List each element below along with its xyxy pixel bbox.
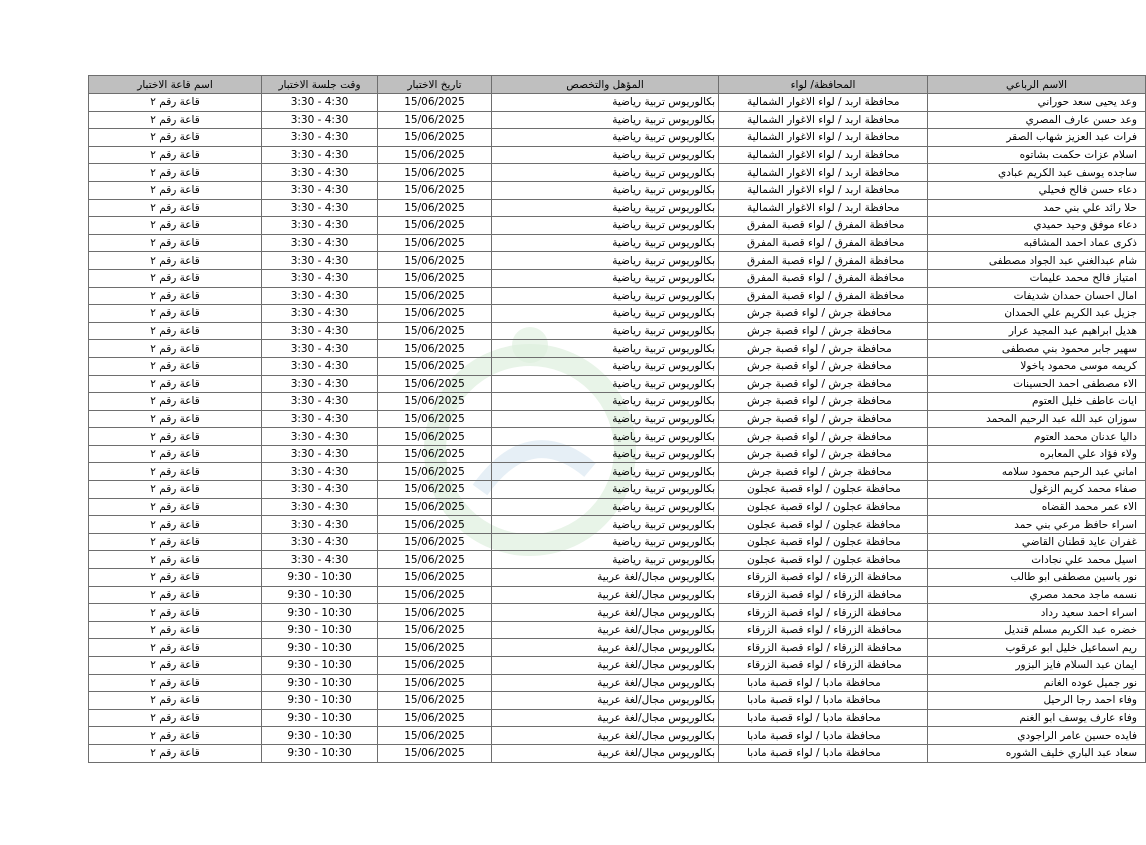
room-cell: قاعة رقم ٢ xyxy=(89,551,262,569)
table-row xyxy=(89,727,1146,745)
date-cell: 15/06/2025 xyxy=(378,129,492,147)
date-cell: 15/06/2025 xyxy=(378,621,492,639)
name-cell: سهير جابر محمود بني مصطفى xyxy=(928,340,1146,358)
date-cell: 15/06/2025 xyxy=(378,569,492,587)
qualification-cell: بكالوريوس تربية رياضية xyxy=(492,340,719,358)
qualification-cell: بكالوريوس مجال/لغة عربية xyxy=(492,674,719,692)
room-cell: قاعة رقم ٢ xyxy=(89,393,262,411)
name-cell: فايده حسين عامر الراجودي xyxy=(928,727,1146,745)
time-cell: 9:30 - 10:30 xyxy=(262,727,378,745)
table-row xyxy=(89,657,1146,675)
governorate-cell: محافظة عجلون / لواء قصبة عجلون xyxy=(719,533,928,551)
date-cell: 15/06/2025 xyxy=(378,94,492,112)
qualification-cell: بكالوريوس تربية رياضية xyxy=(492,410,719,428)
qualification-cell: بكالوريوس تربية رياضية xyxy=(492,375,719,393)
table-row xyxy=(89,269,1146,287)
table-row xyxy=(89,129,1146,147)
time-cell: 3:30 - 4:30 xyxy=(262,181,378,199)
time-cell: 3:30 - 4:30 xyxy=(262,164,378,182)
table-row xyxy=(89,674,1146,692)
date-cell: 15/06/2025 xyxy=(378,463,492,481)
date-cell: 15/06/2025 xyxy=(378,287,492,305)
governorate-cell: محافظة مادبا / لواء قصبة مادبا xyxy=(719,692,928,710)
time-cell: 3:30 - 4:30 xyxy=(262,428,378,446)
time-cell: 9:30 - 10:30 xyxy=(262,674,378,692)
name-cell: اسراء حافظ مرعي بني حمد xyxy=(928,516,1146,534)
name-cell: جزيل عبد الكريم علي الحمدان xyxy=(928,305,1146,323)
governorate-cell: محافظة جرش / لواء قصبة جرش xyxy=(719,357,928,375)
table-row xyxy=(89,94,1146,112)
governorate-cell: محافظة اربد / لواء الاغوار الشمالية xyxy=(719,181,928,199)
header-qualification: المؤهل والتخصص xyxy=(492,76,719,94)
room-cell: قاعة رقم ٢ xyxy=(89,674,262,692)
governorate-cell: محافظة مادبا / لواء قصبة مادبا xyxy=(719,727,928,745)
qualification-cell: بكالوريوس تربية رياضية xyxy=(492,551,719,569)
table-row xyxy=(89,709,1146,727)
qualification-cell: بكالوريوس مجال/لغة عربية xyxy=(492,586,719,604)
time-cell: 3:30 - 4:30 xyxy=(262,357,378,375)
qualification-cell: بكالوريوس تربية رياضية xyxy=(492,322,719,340)
date-cell: 15/06/2025 xyxy=(378,146,492,164)
room-cell: قاعة رقم ٢ xyxy=(89,604,262,622)
qualification-cell: بكالوريوس تربية رياضية xyxy=(492,252,719,270)
room-cell: قاعة رقم ٢ xyxy=(89,322,262,340)
governorate-cell: محافظة اربد / لواء الاغوار الشمالية xyxy=(719,129,928,147)
table-row xyxy=(89,586,1146,604)
qualification-cell: بكالوريوس تربية رياضية xyxy=(492,181,719,199)
room-cell: قاعة رقم ٢ xyxy=(89,744,262,762)
table-row xyxy=(89,252,1146,270)
time-cell: 3:30 - 4:30 xyxy=(262,269,378,287)
date-cell: 15/06/2025 xyxy=(378,428,492,446)
table-row xyxy=(89,340,1146,358)
name-cell: سوزان عبد الله عبد الرحيم المحمد xyxy=(928,410,1146,428)
table-row xyxy=(89,569,1146,587)
table-row xyxy=(89,287,1146,305)
name-cell: ايات عاطف خليل العتوم xyxy=(928,393,1146,411)
header-name: الاسم الرباعي xyxy=(928,76,1146,94)
name-cell: اسيل محمد علي نجادات xyxy=(928,551,1146,569)
governorate-cell: محافظة اربد / لواء الاغوار الشمالية xyxy=(719,146,928,164)
qualification-cell: بكالوريوس تربية رياضية xyxy=(492,234,719,252)
room-cell: قاعة رقم ٢ xyxy=(89,199,262,217)
governorate-cell: محافظة مادبا / لواء قصبة مادبا xyxy=(719,674,928,692)
table-row xyxy=(89,551,1146,569)
time-cell: 9:30 - 10:30 xyxy=(262,604,378,622)
name-cell: صفاء محمد كريم الزغول xyxy=(928,481,1146,499)
name-cell: الاء مصطفى احمد الحسينات xyxy=(928,375,1146,393)
table-row xyxy=(89,357,1146,375)
room-cell: قاعة رقم ٢ xyxy=(89,516,262,534)
time-cell: 9:30 - 10:30 xyxy=(262,709,378,727)
table-row xyxy=(89,516,1146,534)
table-row xyxy=(89,498,1146,516)
room-cell: قاعة رقم ٢ xyxy=(89,94,262,112)
date-cell: 15/06/2025 xyxy=(378,305,492,323)
room-cell: قاعة رقم ٢ xyxy=(89,234,262,252)
time-cell: 3:30 - 4:30 xyxy=(262,287,378,305)
room-cell: قاعة رقم ٢ xyxy=(89,129,262,147)
time-cell: 3:30 - 4:30 xyxy=(262,498,378,516)
date-cell: 15/06/2025 xyxy=(378,586,492,604)
qualification-cell: بكالوريوس تربية رياضية xyxy=(492,481,719,499)
table-row xyxy=(89,217,1146,235)
governorate-cell: محافظة اربد / لواء الاغوار الشمالية xyxy=(719,111,928,129)
date-cell: 15/06/2025 xyxy=(378,639,492,657)
governorate-cell: محافظة جرش / لواء قصبة جرش xyxy=(719,410,928,428)
room-cell: قاعة رقم ٢ xyxy=(89,569,262,587)
governorate-cell: محافظة المفرق / لواء قصبة المفرق xyxy=(719,252,928,270)
room-cell: قاعة رقم ٢ xyxy=(89,709,262,727)
table-row xyxy=(89,692,1146,710)
qualification-cell: بكالوريوس تربية رياضية xyxy=(492,498,719,516)
room-cell: قاعة رقم ٢ xyxy=(89,410,262,428)
governorate-cell: محافظة اربد / لواء الاغوار الشمالية xyxy=(719,199,928,217)
room-cell: قاعة رقم ٢ xyxy=(89,146,262,164)
time-cell: 3:30 - 4:30 xyxy=(262,340,378,358)
governorate-cell: محافظة الزرقاء / لواء قصبة الزرقاء xyxy=(719,604,928,622)
table-row xyxy=(89,146,1146,164)
time-cell: 3:30 - 4:30 xyxy=(262,322,378,340)
room-cell: قاعة رقم ٢ xyxy=(89,463,262,481)
time-cell: 9:30 - 10:30 xyxy=(262,657,378,675)
governorate-cell: محافظة عجلون / لواء قصبة عجلون xyxy=(719,481,928,499)
time-cell: 9:30 - 10:30 xyxy=(262,744,378,762)
governorate-cell: محافظة المفرق / لواء قصبة المفرق xyxy=(719,234,928,252)
date-cell: 15/06/2025 xyxy=(378,269,492,287)
time-cell: 3:30 - 4:30 xyxy=(262,111,378,129)
name-cell: غفران عايد قطنان القاضي xyxy=(928,533,1146,551)
room-cell: قاعة رقم ٢ xyxy=(89,639,262,657)
table-row xyxy=(89,639,1146,657)
governorate-cell: محافظة جرش / لواء قصبة جرش xyxy=(719,463,928,481)
time-cell: 3:30 - 4:30 xyxy=(262,551,378,569)
governorate-cell: محافظة جرش / لواء قصبة جرش xyxy=(719,375,928,393)
qualification-cell: بكالوريوس تربية رياضية xyxy=(492,305,719,323)
room-cell: قاعة رقم ٢ xyxy=(89,287,262,305)
room-cell: قاعة رقم ٢ xyxy=(89,340,262,358)
name-cell: وفاء احمد رجا الرحيل xyxy=(928,692,1146,710)
date-cell: 15/06/2025 xyxy=(378,252,492,270)
room-cell: قاعة رقم ٢ xyxy=(89,217,262,235)
time-cell: 9:30 - 10:30 xyxy=(262,692,378,710)
room-cell: قاعة رقم ٢ xyxy=(89,533,262,551)
time-cell: 3:30 - 4:30 xyxy=(262,252,378,270)
qualification-cell: بكالوريوس مجال/لغة عربية xyxy=(492,657,719,675)
name-cell: ايمان عبد السلام فايز البزور xyxy=(928,657,1146,675)
governorate-cell: محافظة الزرقاء / لواء قصبة الزرقاء xyxy=(719,621,928,639)
date-cell: 15/06/2025 xyxy=(378,551,492,569)
room-cell: قاعة رقم ٢ xyxy=(89,305,262,323)
qualification-cell: بكالوريوس مجال/لغة عربية xyxy=(492,744,719,762)
room-cell: قاعة رقم ٢ xyxy=(89,375,262,393)
room-cell: قاعة رقم ٢ xyxy=(89,498,262,516)
table-row xyxy=(89,410,1146,428)
qualification-cell: بكالوريوس تربية رياضية xyxy=(492,533,719,551)
date-cell: 15/06/2025 xyxy=(378,410,492,428)
name-cell: داليا عدنان محمد العتوم xyxy=(928,428,1146,446)
date-cell: 15/06/2025 xyxy=(378,744,492,762)
governorate-cell: محافظة جرش / لواء قصبة جرش xyxy=(719,393,928,411)
name-cell: دعاء موفق وحيد حميدي xyxy=(928,217,1146,235)
room-cell: قاعة رقم ٢ xyxy=(89,657,262,675)
room-cell: قاعة رقم ٢ xyxy=(89,727,262,745)
qualification-cell: بكالوريوس تربية رياضية xyxy=(492,357,719,375)
time-cell: 9:30 - 10:30 xyxy=(262,569,378,587)
header-room: اسم قاعة الاختبار xyxy=(89,76,262,94)
date-cell: 15/06/2025 xyxy=(378,533,492,551)
name-cell: امال احسان حمدان شديفات xyxy=(928,287,1146,305)
qualification-cell: بكالوريوس تربية رياضية xyxy=(492,393,719,411)
time-cell: 3:30 - 4:30 xyxy=(262,445,378,463)
name-cell: الاء عمر محمد القضاه xyxy=(928,498,1146,516)
room-cell: قاعة رقم ٢ xyxy=(89,586,262,604)
governorate-cell: محافظة جرش / لواء قصبة جرش xyxy=(719,340,928,358)
date-cell: 15/06/2025 xyxy=(378,199,492,217)
time-cell: 3:30 - 4:30 xyxy=(262,463,378,481)
governorate-cell: محافظة المفرق / لواء قصبة المفرق xyxy=(719,269,928,287)
name-cell: ولاء فؤاد علي المعابره xyxy=(928,445,1146,463)
header-date: تاريخ الاختبار xyxy=(378,76,492,94)
governorate-cell: محافظة جرش / لواء قصبة جرش xyxy=(719,322,928,340)
governorate-cell: محافظة عجلون / لواء قصبة عجلون xyxy=(719,516,928,534)
time-cell: 3:30 - 4:30 xyxy=(262,217,378,235)
date-cell: 15/06/2025 xyxy=(378,674,492,692)
table-row xyxy=(89,744,1146,762)
table-row xyxy=(89,428,1146,446)
table-header-row xyxy=(89,76,1146,94)
qualification-cell: بكالوريوس تربية رياضية xyxy=(492,199,719,217)
name-cell: وعد حسن عارف المصري xyxy=(928,111,1146,129)
room-cell: قاعة رقم ٢ xyxy=(89,164,262,182)
qualification-cell: بكالوريوس مجال/لغة عربية xyxy=(492,604,719,622)
time-cell: 3:30 - 4:30 xyxy=(262,146,378,164)
governorate-cell: محافظة جرش / لواء قصبة جرش xyxy=(719,428,928,446)
date-cell: 15/06/2025 xyxy=(378,234,492,252)
name-cell: وفاء عارف يوسف ابو الغنم xyxy=(928,709,1146,727)
name-cell: فرات عبد العزيز شهاب الصقر xyxy=(928,129,1146,147)
qualification-cell: بكالوريوس تربية رياضية xyxy=(492,428,719,446)
time-cell: 3:30 - 4:30 xyxy=(262,481,378,499)
name-cell: كريمه موسى محمود ياخولا xyxy=(928,357,1146,375)
governorate-cell: محافظة مادبا / لواء قصبة مادبا xyxy=(719,744,928,762)
qualification-cell: بكالوريوس مجال/لغة عربية xyxy=(492,639,719,657)
qualification-cell: بكالوريوس تربية رياضية xyxy=(492,287,719,305)
date-cell: 15/06/2025 xyxy=(378,709,492,727)
qualification-cell: بكالوريوس مجال/لغة عربية xyxy=(492,569,719,587)
name-cell: ريم اسماعيل خليل ابو عرقوب xyxy=(928,639,1146,657)
date-cell: 15/06/2025 xyxy=(378,393,492,411)
time-cell: 3:30 - 4:30 xyxy=(262,410,378,428)
qualification-cell: بكالوريوس مجال/لغة عربية xyxy=(492,621,719,639)
table-row xyxy=(89,393,1146,411)
room-cell: قاعة رقم ٢ xyxy=(89,252,262,270)
governorate-cell: محافظة اربد / لواء الاغوار الشمالية xyxy=(719,164,928,182)
time-cell: 3:30 - 4:30 xyxy=(262,516,378,534)
date-cell: 15/06/2025 xyxy=(378,340,492,358)
table-row xyxy=(89,481,1146,499)
governorate-cell: محافظة جرش / لواء قصبة جرش xyxy=(719,445,928,463)
room-cell: قاعة رقم ٢ xyxy=(89,428,262,446)
table-row xyxy=(89,164,1146,182)
qualification-cell: بكالوريوس تربية رياضية xyxy=(492,445,719,463)
governorate-cell: محافظة مادبا / لواء قصبة مادبا xyxy=(719,709,928,727)
governorate-cell: محافظة عجلون / لواء قصبة عجلون xyxy=(719,498,928,516)
room-cell: قاعة رقم ٢ xyxy=(89,111,262,129)
time-cell: 3:30 - 4:30 xyxy=(262,393,378,411)
qualification-cell: بكالوريوس تربية رياضية xyxy=(492,111,719,129)
date-cell: 15/06/2025 xyxy=(378,481,492,499)
name-cell: ذكرى عماد احمد المشاقبه xyxy=(928,234,1146,252)
name-cell: هديل ابراهيم عبد المجيد عرار xyxy=(928,322,1146,340)
table-row xyxy=(89,621,1146,639)
header-governorate: المحافظة/ لواء xyxy=(719,76,928,94)
qualification-cell: بكالوريوس مجال/لغة عربية xyxy=(492,692,719,710)
qualification-cell: بكالوريوس تربية رياضية xyxy=(492,146,719,164)
qualification-cell: بكالوريوس تربية رياضية xyxy=(492,217,719,235)
time-cell: 9:30 - 10:30 xyxy=(262,639,378,657)
governorate-cell: محافظة الزرقاء / لواء قصبة الزرقاء xyxy=(719,639,928,657)
name-cell: ساجده يوسف عبد الكريم عبادي xyxy=(928,164,1146,182)
governorate-cell: محافظة الزرقاء / لواء قصبة الزرقاء xyxy=(719,586,928,604)
time-cell: 3:30 - 4:30 xyxy=(262,375,378,393)
name-cell: حلا رائد علي بني حمد xyxy=(928,199,1146,217)
date-cell: 15/06/2025 xyxy=(378,445,492,463)
name-cell: امتياز فالح محمد عليمات xyxy=(928,269,1146,287)
table-row xyxy=(89,533,1146,551)
room-cell: قاعة رقم ٢ xyxy=(89,692,262,710)
date-cell: 15/06/2025 xyxy=(378,692,492,710)
table-row xyxy=(89,181,1146,199)
time-cell: 3:30 - 4:30 xyxy=(262,129,378,147)
governorate-cell: محافظة عجلون / لواء قصبة عجلون xyxy=(719,551,928,569)
date-cell: 15/06/2025 xyxy=(378,516,492,534)
governorate-cell: محافظة جرش / لواء قصبة جرش xyxy=(719,305,928,323)
date-cell: 15/06/2025 xyxy=(378,164,492,182)
qualification-cell: بكالوريوس تربية رياضية xyxy=(492,129,719,147)
governorate-cell: محافظة الزرقاء / لواء قصبة الزرقاء xyxy=(719,569,928,587)
name-cell: نسمه ماجد محمد مصري xyxy=(928,586,1146,604)
date-cell: 15/06/2025 xyxy=(378,657,492,675)
time-cell: 3:30 - 4:30 xyxy=(262,234,378,252)
table-row xyxy=(89,375,1146,393)
qualification-cell: بكالوريوس تربية رياضية xyxy=(492,269,719,287)
name-cell: خضره عبد الكريم مسلم قنديل xyxy=(928,621,1146,639)
date-cell: 15/06/2025 xyxy=(378,375,492,393)
table-row xyxy=(89,199,1146,217)
room-cell: قاعة رقم ٢ xyxy=(89,269,262,287)
qualification-cell: بكالوريوس مجال/لغة عربية xyxy=(492,727,719,745)
room-cell: قاعة رقم ٢ xyxy=(89,357,262,375)
name-cell: اماني عبد الرحيم محمود سلامه xyxy=(928,463,1146,481)
governorate-cell: محافظة المفرق / لواء قصبة المفرق xyxy=(719,217,928,235)
date-cell: 15/06/2025 xyxy=(378,322,492,340)
time-cell: 9:30 - 10:30 xyxy=(262,621,378,639)
time-cell: 3:30 - 4:30 xyxy=(262,305,378,323)
date-cell: 15/06/2025 xyxy=(378,111,492,129)
time-cell: 9:30 - 10:30 xyxy=(262,586,378,604)
name-cell: وعد يحيى سعد حوراني xyxy=(928,94,1146,112)
table-row xyxy=(89,604,1146,622)
date-cell: 15/06/2025 xyxy=(378,181,492,199)
table-row xyxy=(89,234,1146,252)
qualification-cell: بكالوريوس تربية رياضية xyxy=(492,164,719,182)
table-row xyxy=(89,463,1146,481)
name-cell: نور ياسين مصطفى ابو طالب xyxy=(928,569,1146,587)
room-cell: قاعة رقم ٢ xyxy=(89,481,262,499)
time-cell: 3:30 - 4:30 xyxy=(262,199,378,217)
time-cell: 3:30 - 4:30 xyxy=(262,533,378,551)
table-row xyxy=(89,322,1146,340)
governorate-cell: محافظة اربد / لواء الاغوار الشمالية xyxy=(719,94,928,112)
qualification-cell: بكالوريوس مجال/لغة عربية xyxy=(492,709,719,727)
date-cell: 15/06/2025 xyxy=(378,498,492,516)
table-row xyxy=(89,111,1146,129)
time-cell: 3:30 - 4:30 xyxy=(262,94,378,112)
table-row xyxy=(89,305,1146,323)
room-cell: قاعة رقم ٢ xyxy=(89,181,262,199)
name-cell: اسراء احمد سعيد رداد xyxy=(928,604,1146,622)
governorate-cell: محافظة الزرقاء / لواء قصبة الزرقاء xyxy=(719,657,928,675)
header-time: وقت جلسة الاختبار xyxy=(262,76,378,94)
table-row xyxy=(89,445,1146,463)
date-cell: 15/06/2025 xyxy=(378,727,492,745)
name-cell: شام عبدالغني عبد الجواد مصطفى xyxy=(928,252,1146,270)
date-cell: 15/06/2025 xyxy=(378,604,492,622)
name-cell: سعاد عبد الباري خليف الشوره xyxy=(928,744,1146,762)
room-cell: قاعة رقم ٢ xyxy=(89,445,262,463)
qualification-cell: بكالوريوس تربية رياضية xyxy=(492,94,719,112)
name-cell: اسلام عزات حكمت بشاتوه xyxy=(928,146,1146,164)
qualification-cell: بكالوريوس تربية رياضية xyxy=(492,463,719,481)
qualification-cell: بكالوريوس تربية رياضية xyxy=(492,516,719,534)
table-body xyxy=(89,94,1146,763)
governorate-cell: محافظة المفرق / لواء قصبة المفرق xyxy=(719,287,928,305)
name-cell: نور جميل عوده الغانم xyxy=(928,674,1146,692)
name-cell: دعاء حسن فالح فحيلي xyxy=(928,181,1146,199)
room-cell: قاعة رقم ٢ xyxy=(89,621,262,639)
date-cell: 15/06/2025 xyxy=(378,217,492,235)
exam-schedule-table xyxy=(88,75,1146,763)
date-cell: 15/06/2025 xyxy=(378,357,492,375)
